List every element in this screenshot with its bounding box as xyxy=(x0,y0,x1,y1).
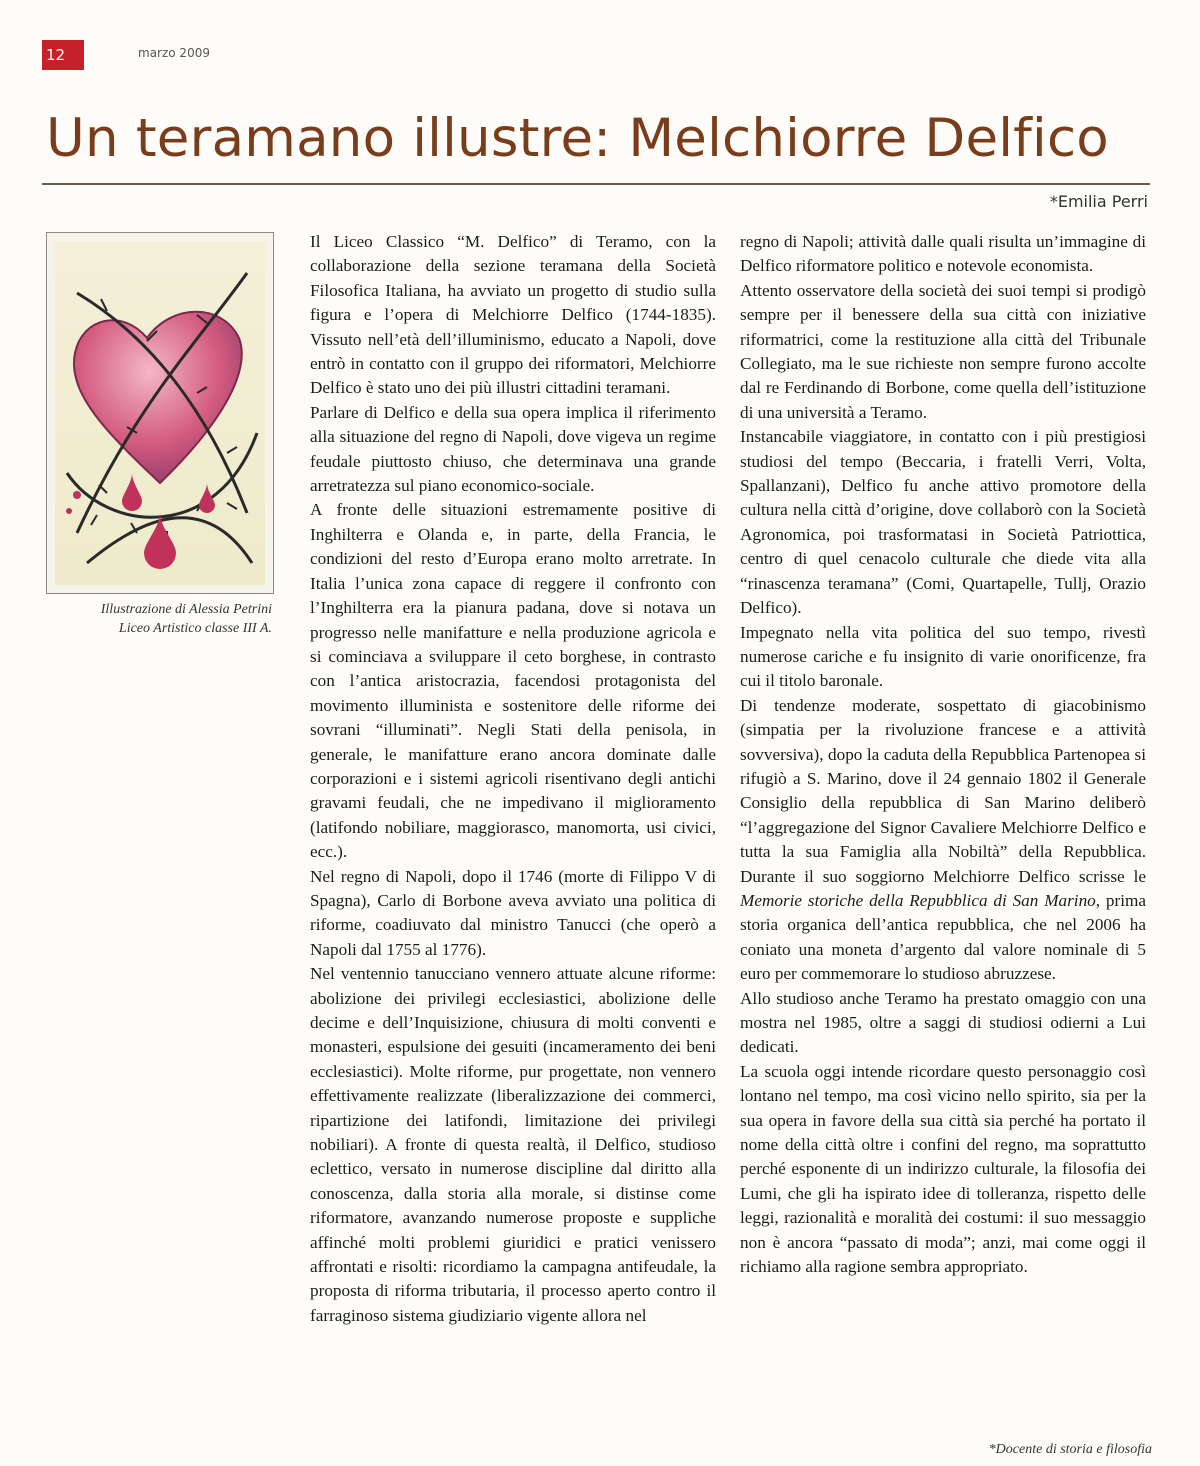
page-number: 12 xyxy=(42,40,84,70)
paragraph: Parlare di Delfico e della sua opera implica il riferimento alla situazione del regno di Napoli, dove vigeva un regime feudale piuttosto chiuso, che determinava una grande arretratezza sul piano economico-sociale. xyxy=(310,402,716,496)
illustration-caption xyxy=(46,600,272,638)
paragraph: Impegnato nella vita politica del suo tempo, rivestì numerose cariche e fu insignito di varie onorificenze, fra cui il titolo baronale. xyxy=(740,622,1146,691)
paragraph: Attento osservatore della società dei suoi tempi si prodigò sempre per il benessere della sua città con iniziative riformatrici, come la restituzione alla città del Tribunale Collegiato, ma le sue richieste non sempre furono accolte dal re Ferdinando di Borbone, come quella dell’istituzione di una università a Teramo. xyxy=(740,280,1146,422)
paragraph: La scuola oggi intende ricordare questo personaggio così lontano nel tempo, ma così vicino nello spirito, sia per la sua opera in favore della sua città sia perché ha portato il nome della città oltre i confini del regno, ma soprattutto perché esponente di un indirizzo culturale, la filosofia dei Lumi, che gli ha ispirato idee di tolleranza, rispetto delle leggi, razionalità e moralità dei costumi: il suo messaggio non è ancora “passato di moda”; anzi, mai come oggi il richiamo alla ragione sembra appropriato. xyxy=(740,1061,1146,1277)
paragraph-text: Di tendenze moderate, sospettato di giacobinismo (simpatia per la rivoluzione francese e a attività sovversiva), dopo la caduta della Repubblica Partenopea si rifugiò a S. Marino, dove il 24 gennaio 1802 il Generale Consiglio della repubblica di San Marino deliberò “l’aggregazione del Signor Cavaliere Melchiorre Delfico e tutta la sua Famiglia alla Nobiltà” della Repubblica. Durante il suo soggiorno Melchiorre Delfico scrisse le xyxy=(740,695,1146,886)
paragraph: Nel ventennio tanucciano vennero attuate alcune riforme: abolizione dei privilegi ecclesiastici, abolizione delle decime e dell’Inquisizione, chiusura di molti conventi e monasteri, espulsione dei gesuiti (incameramento dei beni ecclesiastici). Molte riforme, pur progettate, non vennero effettivamente realizzate (liberalizzazione dei commerci, ripartizione dei latifondi, limitazione dei privilegi nobiliari). A fronte di questa realtà, il Delfico, studioso eclettico, versato in numerose discipline dal diritto alla conoscenza, dalla storia alla morale, si distinse come riformatore, avanzando numerose proposte e suppliche affinché molti problemi giuridici e pratici venissero affrontati e risolti: ricordiamo la campagna antifeudale, la proposta di riforma tributaria, il processo aperto contro il farraginoso sistema giudiziario vigente allora nel xyxy=(310,964,716,1325)
article-author: *Emilia Perri xyxy=(1049,192,1148,211)
paragraph: Instancabile viaggiatore, in contatto con i più prestigiosi studiosi del tempo (Beccaria, i fratelli Verri, Volta, Spallanzani), Delfico fu anche attivo promotore della cultura nella città d’origine, dove collaborò con la Società Agronomica, poi trasformatasi in Società Patriottica, centro di quel cenacolo culturale che diede vita alla “rinascenza teramana” (Comi, Quartapelle, Tullj, Orazio Delfico). xyxy=(740,427,1146,618)
paragraph xyxy=(740,694,1146,987)
text-column-2 xyxy=(740,230,1146,1279)
caption-line: Illustrazione di Alessia Petrini xyxy=(100,602,272,617)
paragraph: Allo studioso anche Teramo ha prestato omaggio con una mostra nel 1985, oltre a saggi di studiosi odierni a Lui dedicati. xyxy=(740,988,1146,1057)
title-divider xyxy=(42,183,1150,185)
author-footnote: *Docente di storia e filosofia xyxy=(988,1442,1152,1457)
paragraph-text: , prima storia organica dell’antica repubblica, che nel 2006 ha coniato una moneta d’argento dal valore nominale di 5 euro per commemorare lo studioso abruzzese. xyxy=(740,890,1147,984)
article-title: Un teramano illustre: Melchiorre Delfico xyxy=(46,108,1109,169)
caption-line: Liceo Artistico classe III A. xyxy=(118,621,272,636)
illustration xyxy=(46,232,274,594)
paragraph: regno di Napoli; attività dalle quali risulta un’immagine di Delfico riformatore politico e notevole economista. xyxy=(740,232,1146,276)
paragraph: Nel regno di Napoli, dopo il 1746 (morte di Filippo V di Spagna), Carlo di Borbone aveva avviato una politica di riforme, coadiuvato dal ministro Tanucci (che operò a Napoli dal 1755 al 1776). xyxy=(310,866,716,959)
text-column-1 xyxy=(310,230,716,1328)
issue-date: marzo 2009 xyxy=(138,46,210,60)
book-title: Memorie storiche della Repubblica di San Marino xyxy=(740,890,1096,910)
paragraph: A fronte delle situazioni estremamente positive di Inghilterra e Olanda e, in parte, della Francia, le condizioni del resto d’Europa erano molto arretrate. In Italia l’unica zona capace di reggere il confronto con l’Inghilterra era la pianura padana, dove si notava un progresso nelle manifatture e nella produzione agricola e si cominciava a sviluppare il ceto borghese, in contrasto con l’antica aristocrazia, facendosi protagonista del movimento illuminista e sostenitore delle riforme dei sovrani “illuminati”. Negli Stati della penisola, in generale, le manifatture erano ancora dominate dalle corporazioni e i sistemi agricoli risentivano degli antichi gravami feudali, che ne impedivano il miglioramento (latifondo nobiliare, maggiorasco, manomorta, usi civici, ecc.). xyxy=(310,500,716,862)
heart-with-thorns-icon xyxy=(47,233,273,593)
paragraph: Il Liceo Classico “M. Delfico” di Teramo, con la collaborazione della sezione teramana della Società Filosofica Italiana, ha avviato un progetto di studio sulla figura e l’opera di Melchiorre Delfico (1744-1835). Vissuto nell’età dell’illuminismo, educato a Napoli, dove entrò in contatto con il gruppo dei riformatori, Melchiorre Delfico è stato uno dei più illustri cittadini teramani. xyxy=(310,232,716,398)
